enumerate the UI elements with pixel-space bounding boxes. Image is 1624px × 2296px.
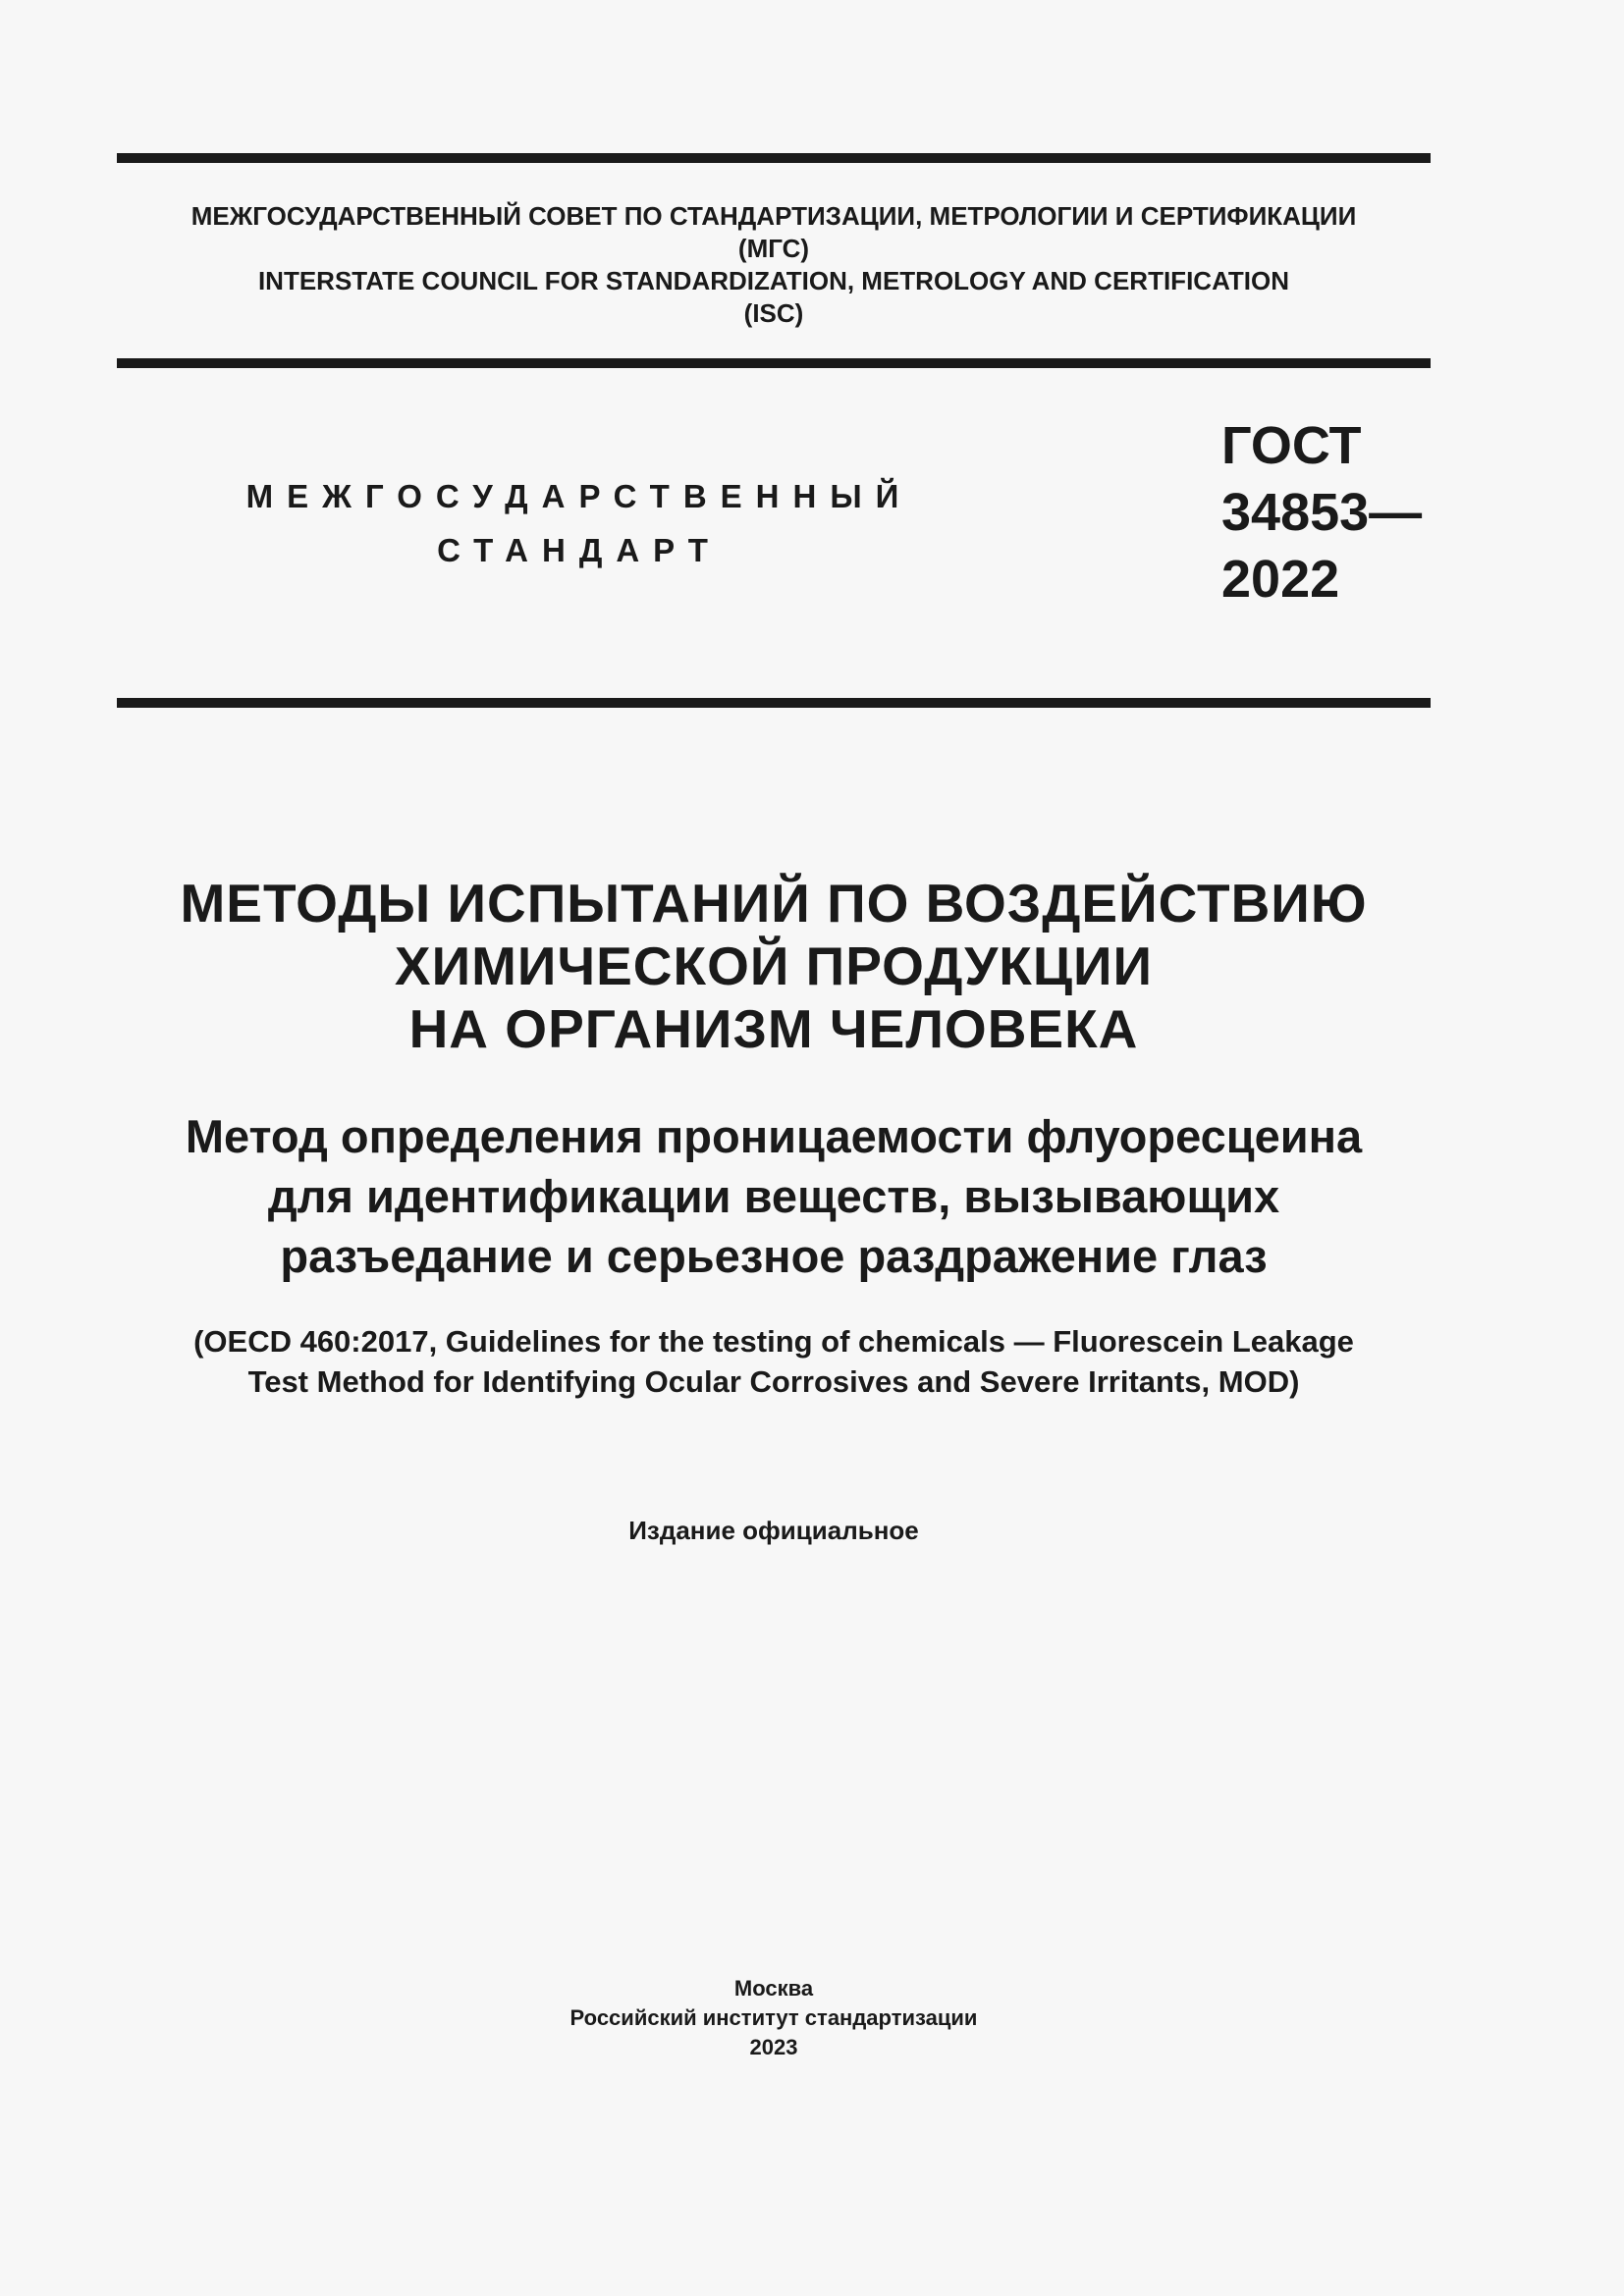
top-rule <box>117 153 1431 163</box>
gost-designation-line2: 34853— <box>1221 483 1423 542</box>
document-title <box>117 872 1431 1060</box>
title-line1: МЕТОДЫ ИСПЫТАНИЙ ПО ВОЗДЕЙСТВИЮ <box>180 873 1368 934</box>
subtitle-line2: для идентификации веществ, вызывающих <box>267 1170 1280 1222</box>
council-ru-abbr: (МГС) <box>737 234 810 263</box>
council-header <box>117 200 1431 330</box>
gost-designation <box>1221 412 1422 613</box>
title-line2: ХИМИЧЕСКОЙ ПРОДУКЦИИ <box>394 935 1154 996</box>
council-en-abbr: (ISC) <box>743 298 804 328</box>
designation-bottom-rule <box>117 698 1431 708</box>
document-subtitle <box>117 1106 1431 1286</box>
source-reference <box>117 1321 1431 1402</box>
publisher-block <box>117 1974 1431 2062</box>
council-ru-name: МЕЖГОСУДАРСТВЕННЫЙ СОВЕТ ПО СТАНДАРТИЗАЦИИ, МЕТРОЛОГИИ И СЕРТИФИКАЦИИ <box>190 201 1357 231</box>
gost-designation-line1: ГОСТ <box>1221 416 1362 475</box>
council-en-name: INTERSTATE COUNCIL FOR STANDARDIZATION, METROLOGY AND CERTIFICATION <box>257 266 1290 295</box>
publisher-institute: Российский институт стандартизации <box>569 2005 978 2030</box>
source-reference-line1: (OECD 460:2017, Guidelines for the testing of chemicals — Fluorescein Leakage <box>193 1324 1354 1359</box>
title-line3: НА ОРГАНИЗМ ЧЕЛОВЕКА <box>408 998 1139 1059</box>
standard-type-line1: МЕЖГОСУДАРСТВЕННЫЙ <box>245 478 913 514</box>
publisher-city: Москва <box>733 1976 814 2001</box>
standard-type-line2: СТАНДАРТ <box>437 532 722 568</box>
edition-label: Издание официальное <box>628 1516 919 1545</box>
subtitle-line3: разъедание и серьезное раздражение глаз <box>280 1230 1268 1282</box>
gost-designation-line3: 2022 <box>1221 550 1340 609</box>
subtitle-line1: Метод определения проницаемости флуоресцеина <box>185 1110 1363 1162</box>
standard-type <box>236 469 923 577</box>
council-bottom-rule <box>117 358 1431 368</box>
source-reference-line2: Test Method for Identifying Ocular Corrosives and Severe Irritants, MOD) <box>247 1364 1300 1399</box>
publisher-year: 2023 <box>749 2035 798 2059</box>
